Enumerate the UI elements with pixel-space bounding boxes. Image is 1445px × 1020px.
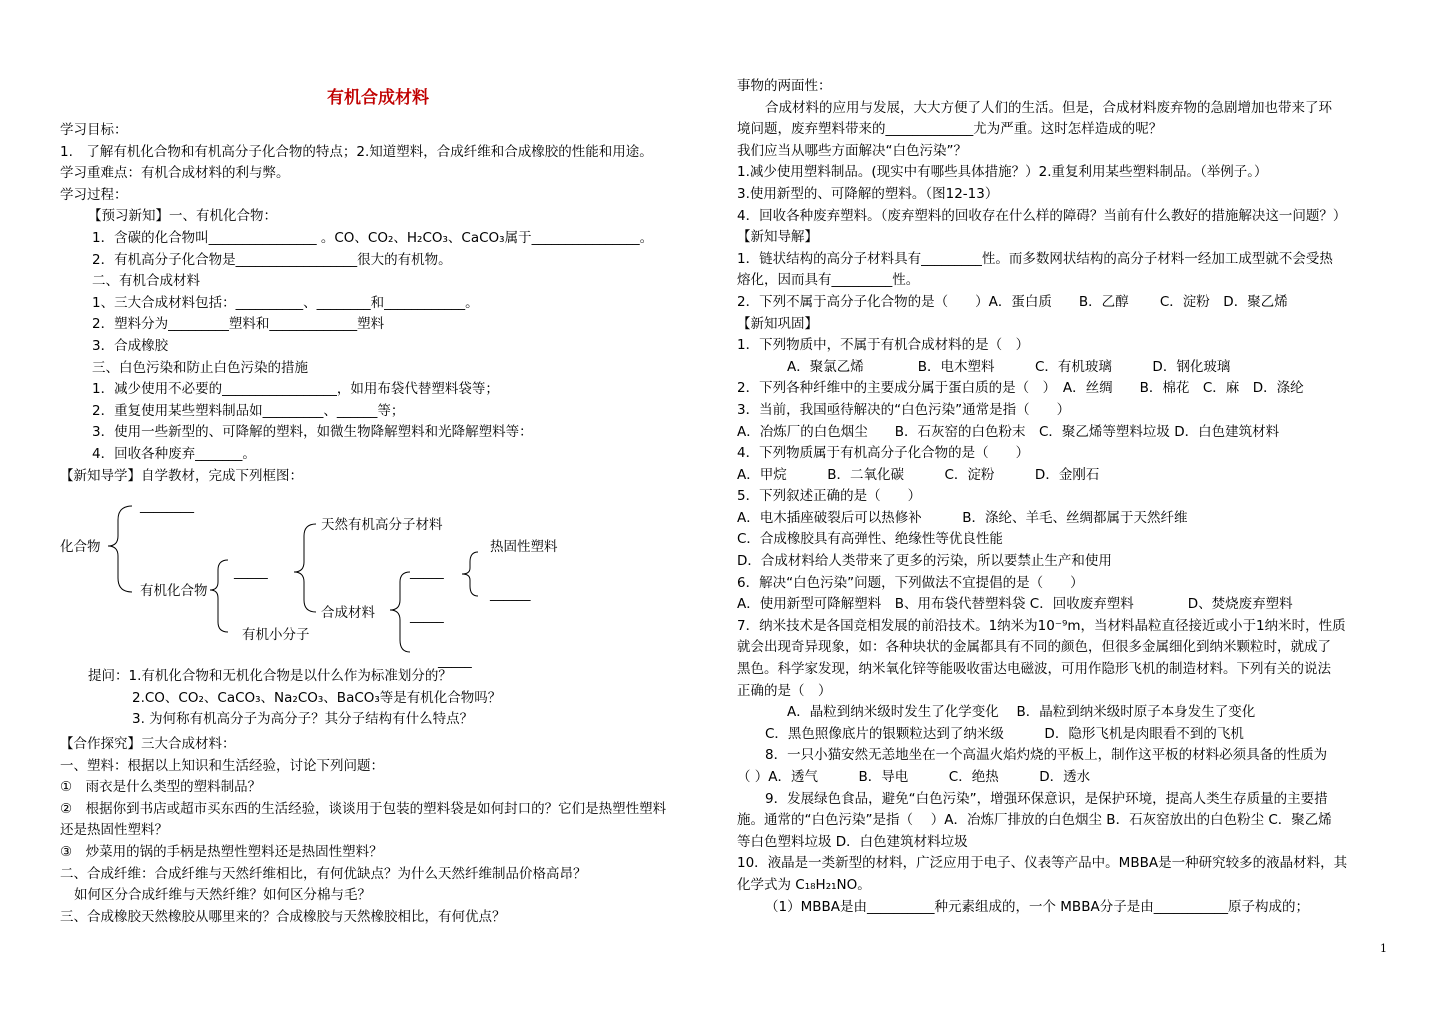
text-line: 【合作探究】三大合成材料：: [60, 736, 236, 752]
text-line: 三、合成橡胶天然橡胶从哪里来的？合成橡胶与天然橡胶相比，有何优点？: [60, 908, 506, 925]
text-line: 二、有机合成材料: [92, 273, 200, 290]
text-line: 1．链状结构的高分子材料具有_________性。而多数网状结构的高分子材料一经加工成型就不会受热: [737, 250, 1333, 267]
text-line: 就会出现奇异现象，如：各种块状的金属都具有不同的颜色，但很多金属细化到纳米颗粒时，就成了: [737, 639, 1331, 656]
text-line: 2．有机高分子化合物是__________________很大的有机物。: [92, 251, 452, 268]
tree-blank-b: ______: [490, 586, 531, 602]
text-line: A．晶粒到纳米级时发生了化学变化 B．晶粒到纳米级时原子本身发生了变化: [787, 704, 1256, 721]
text-line: 黑色。科学家发现，纳米氧化锌等能吸收雷达电磁波，可用作隐形飞机的制造材料。下列有关的说法: [737, 661, 1331, 678]
text-line: 学习过程：: [60, 186, 128, 203]
brace-plastic: [462, 552, 478, 596]
text-line: 8．一只小猫安然无恙地坐在一个高温火焰灼烧的平板上，制作这平板的材料必须具备的性质为: [765, 747, 1328, 764]
tree-natural-label: 天然有机高分子材料: [321, 517, 443, 533]
text-line: 二、合成纤维：合成纤维与天然纤维相比，有何优缺点？为什么天然纤维制品价格高昂？: [60, 865, 587, 882]
text-line: ① 雨衣是什么类型的塑料制品？: [60, 779, 262, 796]
text-line: 等白色塑料垃圾 D．白色建筑材料垃圾: [737, 833, 968, 850]
text-line: 境问题，废弃塑料带来的_____________尤为严重。这时怎样造成的呢？: [737, 121, 1163, 138]
text-line: 2．塑料分为_________塑料和_____________塑料: [92, 316, 385, 333]
tree-blank-top: ________: [140, 498, 194, 514]
questions-block: [60, 666, 720, 731]
tree-root-label: 化合物: [60, 539, 101, 555]
left-bottom-text: [60, 734, 720, 928]
question-line: 3. 为何称有机高分子为高分子？其分子结构有什么特点？: [132, 711, 474, 728]
text-line: 4．下列物质属于有机高分子化合物的是（ ）: [737, 445, 1030, 462]
tree-blank-a: _____: [410, 564, 444, 580]
text-line: 三、白色污染和防止白色污染的措施: [92, 359, 308, 376]
text-line: 4．回收各种废弃塑料。（废弃塑料的回收存在什么样的障碍？当前有什么教好的措施解决这一问题？）: [737, 207, 1347, 224]
question-line: 2.CO、CO₂、CaCO₃、Na₂CO₃、BaCO₃等是有机化合物吗？: [132, 689, 502, 706]
text-line: A．电木插座破裂后可以热修补 B．涤纶、羊毛、丝绸都属于天然纤维: [737, 509, 1188, 526]
tree-blank-c: _____: [410, 608, 444, 624]
text-line: 事物的两面性：: [737, 78, 832, 94]
tree-blank-d: _____: [438, 653, 472, 669]
brace-synthetic: [390, 572, 410, 652]
text-line: 【预习新知】一、有机化合物：: [88, 208, 277, 225]
text-line: A．甲烷 B．二氧化碳 C．淀粉 D．金刚石: [737, 466, 1100, 483]
right-text: [737, 76, 1397, 918]
tree-thermoset-label: 热固性塑料: [490, 539, 558, 555]
text-line: 熔化，因而具有_________性。: [737, 272, 920, 289]
document-title: 有机合成材料: [327, 88, 429, 108]
text-line: 2．重复使用某些塑料制品如_________、______等；: [92, 402, 405, 419]
text-line: 7．纳米技术是各国竞相发展的前沿技术。1纳米为10⁻⁹m，当材料晶粒直径接近或小于1纳米时，性质: [737, 617, 1346, 634]
text-line: （1）MBBA是由__________种元素组成的，一个 MBBA分子是由___________原子构成的；: [765, 898, 1309, 915]
text-line: ② 根据你到书店或超市买东西的生活经验，谈谈用于包装的塑料袋是如何封口的？它们是热塑性塑料: [60, 800, 667, 817]
tree-synthetic-label: 合成材料: [321, 605, 375, 621]
text-line: D．合成材料给人类带来了更多的污染，所以要禁止生产和使用: [737, 553, 1112, 570]
text-line: 1. 了解有机化合物和有机高分子化合物的特点；2.知道塑料，合成纤维和合成橡胶的性能和用途。: [60, 143, 653, 160]
text-line: A．聚氯乙烯 B．电木塑料 C．有机玻璃 D．钢化玻璃: [787, 358, 1231, 375]
brace-root: [108, 506, 132, 592]
text-line: C．合成橡胶具有高弹性、绝缘性等优良性能: [737, 531, 1003, 548]
text-line: 3.使用新型的、可降解的塑料。（图12-13）: [737, 185, 999, 202]
page-number: 1: [1380, 942, 1387, 955]
text-line: 4．回收各种废弃_______。: [92, 445, 256, 462]
text-line: 3．当前，我国亟待解决的“白色污染”通常是指（ ）: [737, 401, 1071, 418]
text-line: 3．合成橡胶: [92, 337, 169, 354]
text-line: 一、塑料：根据以上知识和生活经验，讨论下列问题：: [60, 757, 384, 774]
text-line: 正确的是（ ）: [737, 682, 832, 699]
text-line: 我们应当从哪些方面解决“白色污染”？: [737, 142, 967, 159]
brace-organic: [210, 560, 228, 632]
text-line: 6．解决“白色污染”问题，下列做法不宜提倡的是（ ）: [737, 574, 1084, 591]
text-line: 【新知导学】自学教材，完成下列框图：: [60, 467, 303, 484]
tree-blank-mid: _____: [234, 564, 268, 580]
text-line: 9．发展绿色食品，避免“白色污染”，增强环保意识，是保护环境，提高人类生存质量的主要措: [765, 790, 1328, 807]
text-line: 1．含碳的化合物叫________________ 。CO、CO₂、H₂CO₃、CaCO₃属于________________。: [92, 229, 654, 246]
text-line: A．使用新型可降解塑料 B、用布袋代替塑料袋 C．回收废弃塑料 D、焚烧废弃塑料: [737, 596, 1293, 613]
text-line: 学习重难点：有机合成材料的利与弊。: [60, 165, 290, 182]
text-line: 1、三大合成材料包括：__________、________和____________。: [92, 294, 479, 311]
text-line: 化学式为 C₁₈H₂₁NO。: [737, 876, 871, 893]
text-line: 3．使用一些新型的、可降解的塑料，如微生物降解塑料和光降解塑料等：: [92, 424, 533, 441]
text-line: C．黑色照像底片的银颗粒达到了纳米级 D．隐形飞机是肉眼看不到的飞机: [765, 725, 1244, 742]
text-line: A．冶炼厂的白色烟尘 B．石灰窑的白色粉末 C．聚乙烯等塑料垃圾 D．白色建筑材料: [737, 423, 1280, 440]
text-line: 【新知导解】: [737, 229, 818, 246]
text-line: 5．下列叙述正确的是（ ）: [737, 488, 922, 505]
left-top-text: [60, 120, 720, 487]
text-line: 学习目标：: [60, 122, 128, 138]
text-line: 1．下列物质中，不属于有机合成材料的是（ ）: [737, 337, 1030, 354]
text-line: 1.减少使用塑料制品。(现实中有哪些具体措施？）2.重复利用某些塑料制品。（举例子。）: [737, 164, 1268, 181]
brace-polymer: [294, 524, 316, 612]
text-line: 【新知巩固】: [737, 315, 818, 332]
text-line: 还是热固性塑料？: [60, 822, 168, 839]
text-line: 10．液晶是一类新型的材料，广泛应用于电子、仪表等产品中。MBBA是一种研究较多的液晶材料，其: [737, 855, 1348, 872]
text-line: 1．减少使用不必要的_________________，如用布袋代替塑料袋等；: [92, 381, 499, 398]
text-line: 如何区分合成纤维与天然纤维？如何区分棉与毛？: [74, 887, 371, 904]
question-line: 提问：1.有机化合物和无机化合物是以什么作为标准划分的？: [88, 668, 452, 684]
text-line: （ ）A．透气 B．导电 C．绝热 D．透水: [737, 769, 1091, 785]
tree-small-label: 有机小分子: [242, 627, 310, 643]
tree-organic-label: 有机化合物: [140, 583, 208, 599]
text-line: 2．下列不属于高分子化合物的是（ ）A．蛋白质 B．乙醇 C．淀粉 D．聚乙烯: [737, 293, 1288, 310]
text-line: 合成材料的应用与发展，大大方便了人们的生活。但是，合成材料废弃物的急剧增加也带来了环: [765, 99, 1332, 116]
text-line: 施。通常的“白色污染”是指（ ）A．冶炼厂排放的白色烟尘 B．石灰窑放出的白色粉尘 C．聚乙烯: [737, 812, 1332, 829]
text-line: ③ 炒菜用的锅的手柄是热塑性塑料还是热固性塑料？: [60, 843, 383, 860]
text-line: 2．下列各种纤维中的主要成分属于蛋白质的是（ ） A．丝绸 B．棉花 C．麻 D．涤纶: [737, 380, 1304, 397]
